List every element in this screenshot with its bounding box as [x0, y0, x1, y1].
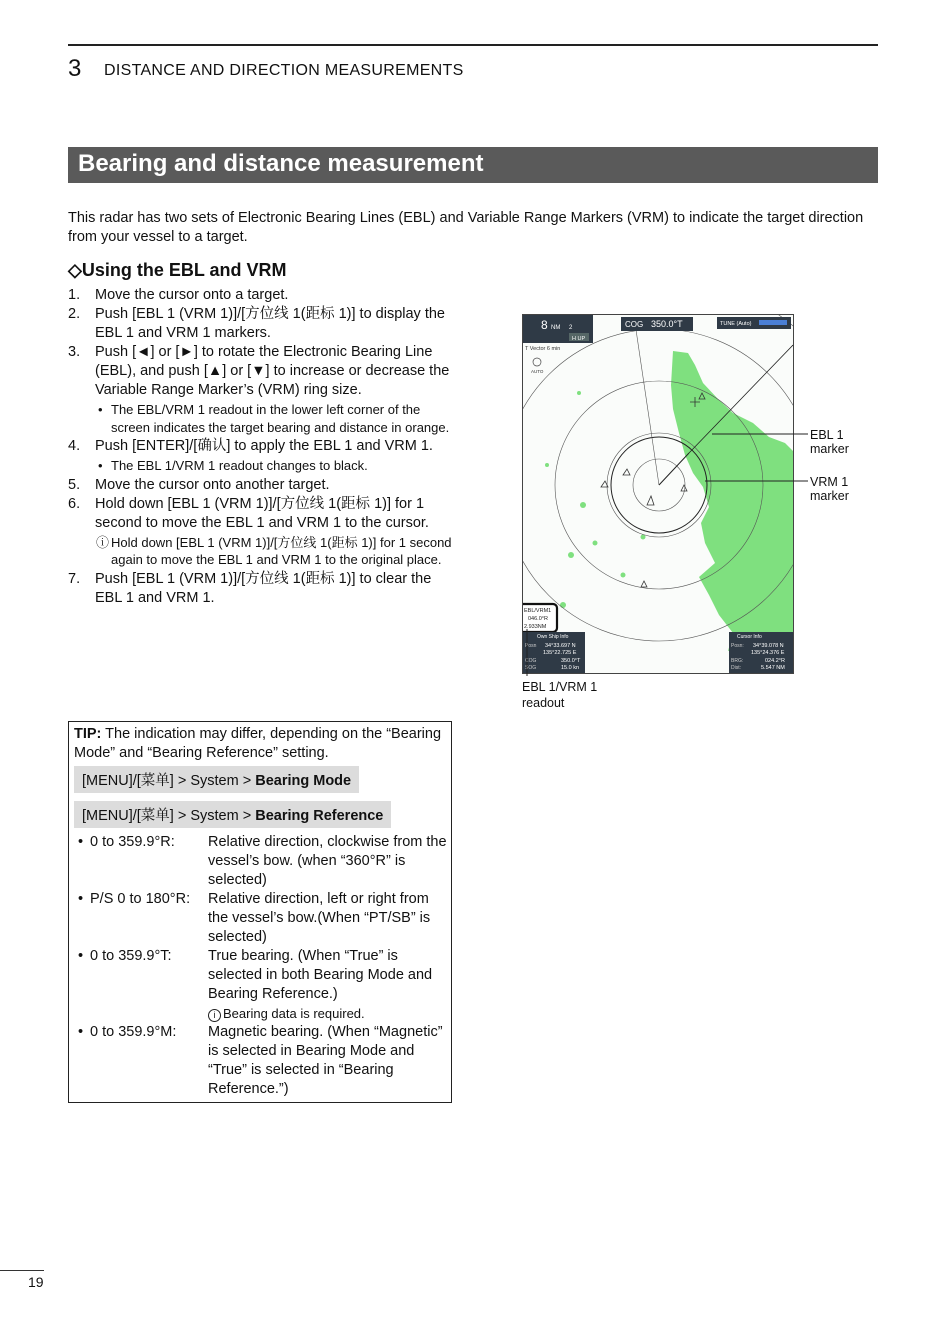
list-item: • 0 to 359.9°T: True bearing. (When “True” is selected in both Bearing Mode and Bearing Reference.) i Bearing data is required. [78, 947, 448, 1023]
step-item: 2. Push [EBL 1 (VRM 1)]/[方位线 1(距标 1)] to display the EBL 1 and VRM 1 markers. [68, 306, 445, 341]
section-title: Bearing and distance measurement [78, 150, 484, 177]
vrm1-marker-callout: VRM 1 marker [810, 475, 849, 503]
svg-text:024.2°R: 024.2°R [765, 658, 785, 664]
step-item: 7. Push [EBL 1 (VRM 1)]/[方位线 1(距标 1)] to clear the EBL 1 and VRM 1. [68, 570, 432, 606]
info-icon: i [208, 1009, 221, 1022]
svg-text:H UP: H UP [572, 336, 586, 342]
svg-text:BRG:: BRG: [731, 658, 744, 664]
svg-text:350.0°T: 350.0°T [561, 658, 581, 664]
step-info-note: ⓘ Hold down [EBL 1 (VRM 1)]/[方位线 1(距标 1)] for 1 second again to move the EBL 1 and VRM 1 to the original place. [96, 534, 452, 567]
svg-text:Posn: Posn [525, 643, 537, 649]
step-item: 1. Move the cursor onto a target. [68, 287, 289, 303]
svg-text:046.0°R: 046.0°R [528, 616, 548, 622]
tip-text: TIP: The indication may differ, depending on the “Bearing Mode” and “Bearing Reference” setting. [74, 726, 442, 761]
readout-callout: EBL 1/VRM 1 readout [522, 680, 598, 710]
range-value: 8 [541, 318, 548, 332]
svg-text:SOG: SOG [525, 665, 537, 671]
svg-text:135°22.725 E: 135°22.725 E [543, 650, 577, 656]
list-item: • 0 to 359.9°M: Magnetic bearing. (When “Magnetic” is selected in Bearing Mode and “True” is selected in “Bearing Reference.”) [78, 1024, 443, 1097]
svg-text:COG: COG [625, 320, 644, 329]
svg-text:2: 2 [569, 325, 573, 331]
chapter-number: 3 [68, 55, 82, 82]
step-item: 5. Move the cursor onto another target. [68, 476, 330, 493]
tip-label: TIP: [74, 726, 102, 742]
svg-text:Cursor Info: Cursor Info [737, 634, 762, 640]
list-item: • 0 to 359.9°R: Relative direction, clockwise from the vessel’s bow. (when “360°R” is selected) [78, 834, 447, 888]
info-note: i Bearing data is required. [208, 1004, 448, 1023]
svg-text:Own Ship Info: Own Ship Info [537, 634, 569, 640]
step-note: • The EBL/VRM 1 readout in the lower left corner of the screen indicates the target bearing and distance in orange. [98, 402, 450, 435]
menu-path-bearing-reference: [MENU]/[菜单] > System > Bearing Reference [74, 801, 391, 828]
svg-text:Posn:: Posn: [731, 643, 744, 649]
svg-text:2.933NM: 2.933NM [524, 624, 547, 630]
menu-path-bearing-mode: [MENU]/[菜单] > System > Bearing Mode [74, 766, 359, 793]
svg-text:135°24.376 E: 135°24.376 E [751, 650, 785, 656]
step-item: 6. Hold down [EBL 1 (VRM 1)]/[方位线 1(距标 1)] for 1 second to move the EBL 1 and VRM 1 to the cursor. [68, 495, 429, 531]
svg-text:Dist:: Dist: [731, 665, 741, 671]
svg-text:AUTO: AUTO [531, 369, 544, 374]
step-item: 3. Push [◄] or [►] to rotate the Electronic Bearing Line (EBL), and push [▲] or [▼] to increase or decrease the Variable Range Marker’s (VRM) ring size. [68, 344, 450, 398]
subsection-title: ◇Using the EBL and VRM [68, 260, 287, 280]
svg-text:5.547 NM: 5.547 NM [761, 665, 785, 671]
step-item: 4. Push [ENTER]/[确认] to apply the EBL 1 and VRM 1. [68, 438, 433, 454]
footer-rule [0, 1270, 44, 1271]
svg-text:TUNE (Auto): TUNE (Auto) [720, 321, 752, 327]
svg-text:350.0°T: 350.0°T [651, 319, 683, 329]
info-icon: ⓘ [96, 534, 110, 550]
list-item: • P/S 0 to 180°R: Relative direction, left or right from the vessel’s bow.(When “PT/SB” is selected) [78, 891, 431, 945]
svg-text:T Vector 6 min: T Vector 6 min [525, 346, 561, 352]
page-number: 19 [28, 1274, 44, 1290]
chapter-title: DISTANCE AND DIRECTION MEASUREMENTS [104, 62, 464, 79]
step-note: • The EBL 1/VRM 1 readout changes to black. [98, 458, 368, 473]
svg-text:34°39.078 N: 34°39.078 N [753, 643, 784, 649]
intro-paragraph: This radar has two sets of Electronic Bearing Lines (EBL) and Variable Range Markers (VRM) to indicate the target direction from your vessel to a target. [68, 210, 864, 245]
svg-text:NM: NM [551, 325, 561, 331]
ebl1-marker-callout: EBL 1 marker [810, 428, 849, 456]
svg-text:34°33.697 N: 34°33.697 N [545, 643, 576, 649]
svg-text:COG: COG [525, 658, 537, 664]
svg-text:EBL/VRM1: EBL/VRM1 [524, 608, 552, 614]
svg-text:15.0 kn: 15.0 kn [561, 665, 580, 671]
